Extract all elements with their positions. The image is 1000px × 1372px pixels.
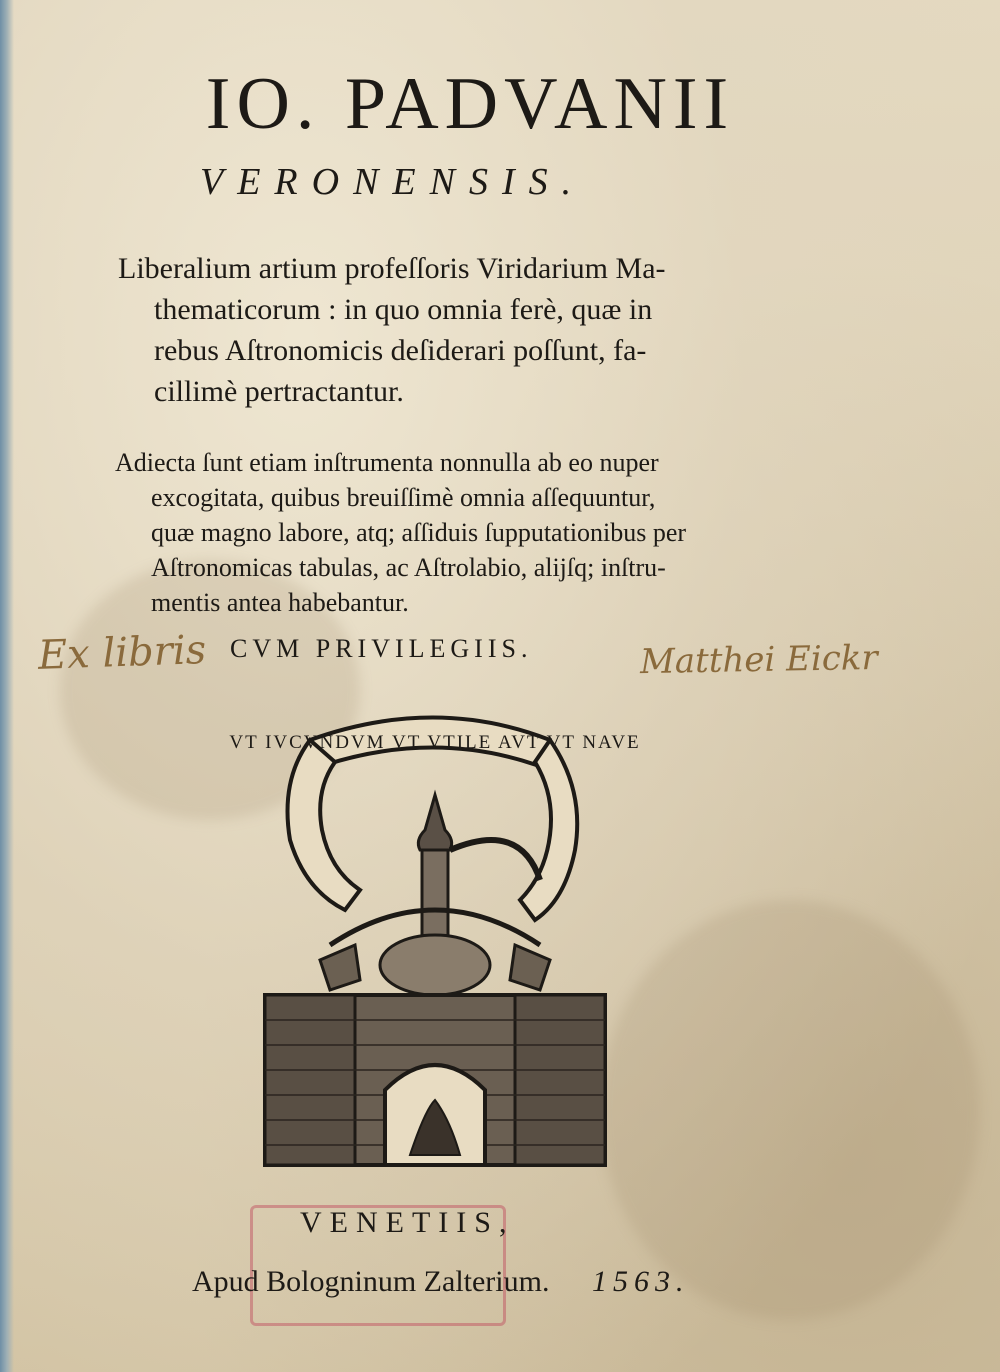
imprint-year: 1563. bbox=[592, 1265, 690, 1298]
author-heading: IO. PADVANII bbox=[205, 63, 735, 145]
imprint-publisher: Apud Bologninum Zalterium. bbox=[192, 1265, 550, 1298]
addendum-line: Adiecta ſunt etiam inſtrumenta nonnulla ab eo nuper bbox=[115, 448, 659, 477]
addendum-paragraph bbox=[115, 445, 775, 620]
paper-stain bbox=[600, 900, 980, 1320]
printer-device-woodcut bbox=[229, 700, 641, 1180]
privilege-line: CVM PRIVILEGIIS. bbox=[230, 634, 533, 663]
title-description bbox=[118, 248, 788, 412]
origin-subtitle: VERONENSIS. bbox=[200, 161, 586, 203]
addendum-line: excogitata, quibus breuiſſimè omnia aſſequuntur, bbox=[151, 483, 656, 512]
description-line: rebus Aſtronomicis deſiderari poſſunt, fa- bbox=[154, 334, 647, 367]
description-line: Liberalium artium profeſſoris Viridarium Ma- bbox=[118, 252, 666, 285]
page-edge bbox=[0, 0, 14, 1372]
addendum-line: mentis antea habebantur. bbox=[151, 588, 409, 617]
description-line: cillimè pertractantur. bbox=[154, 375, 404, 408]
emblem-motto: VT IVCVNDVM VT VTILE AVT VT NAVE bbox=[229, 732, 641, 753]
imprint-city: VENETIIS, bbox=[300, 1206, 515, 1239]
description-line: thematicorum : in quo omnia ferè, quæ in bbox=[154, 293, 653, 326]
ex-libris-inscription: Ex libris bbox=[37, 627, 207, 679]
addendum-line: Aſtronomicas tabulas, ac Aſtrolabio, alijſq; inſtru- bbox=[151, 553, 666, 582]
addendum-line: quæ magno labore, atq; aſſiduis ſupputationibus per bbox=[151, 518, 687, 547]
owner-inscription: Matthei Eickr bbox=[639, 637, 879, 683]
